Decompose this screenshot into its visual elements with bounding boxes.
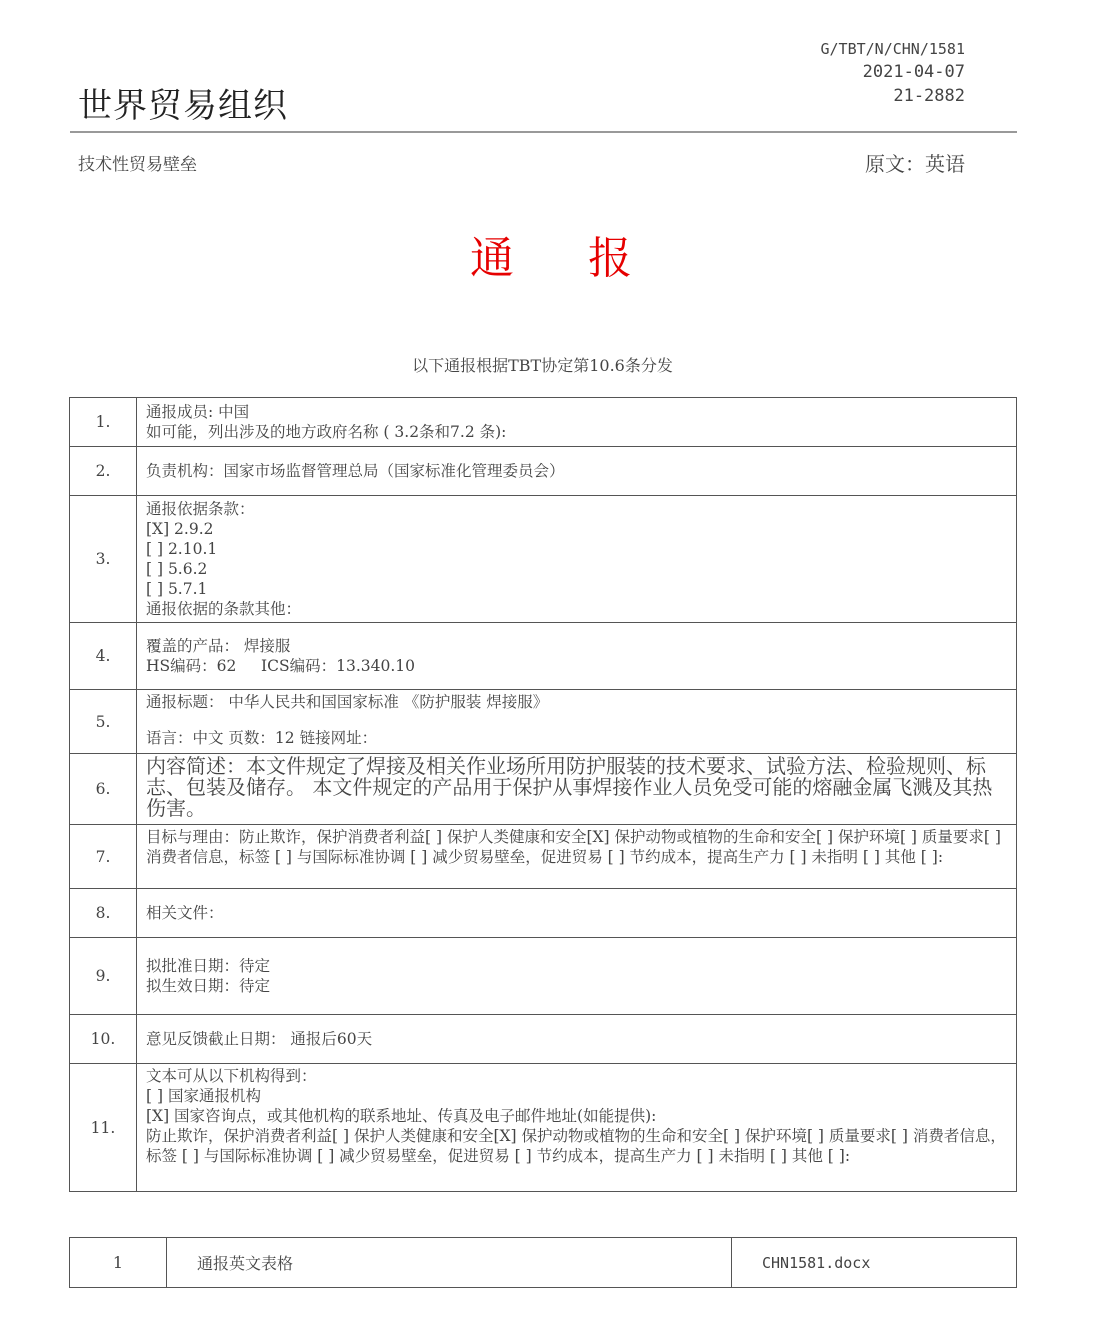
table-row xyxy=(70,447,1017,496)
row-line: 相关文件： xyxy=(146,904,224,922)
row-number: 1. xyxy=(70,398,137,447)
table-row xyxy=(70,1015,1017,1064)
row-content xyxy=(137,825,1017,889)
row-line: 通报依据条款： xyxy=(146,500,255,518)
attachment-row xyxy=(70,1238,1017,1288)
original-language: 原文：英语 xyxy=(865,152,965,176)
row-line: 语言：中文 页数：12 链接网址： xyxy=(146,729,378,747)
notification-table xyxy=(69,397,1017,1192)
row-number: 8. xyxy=(70,889,137,938)
row-line: 内容简述：本文件规定了焊接及相关作业场所用防护服装的技术要求、试验方法、检验规则、标志、包装及储存。 本文件规定的产品用于保护从事焊接作业人员免受可能的熔融金属飞溅及其热伤害。 xyxy=(146,754,993,820)
row-content xyxy=(137,496,1017,623)
row-line: [ ] 2.10.1 xyxy=(146,540,218,558)
organization-title: 世界贸易组织 xyxy=(78,86,288,126)
table-row xyxy=(70,754,1017,825)
row-number: 4. xyxy=(70,623,137,690)
row-line: HS编码：62 ICS编码：13.340.10 xyxy=(146,657,415,675)
row-line: 意见反馈截止日期： 通报后60天 xyxy=(146,1030,373,1048)
row-line: 防止欺诈，保护消费者利益[ ] 保护人类健康和安全[X] 保护动物或植物的生命和安全[ ] 保护环境[ ] 质量要求[ ] 消费者信息，标签 [ ] 与国际标准协调 [ ] 减少贸易壁垒，促进贸易 [ ] 节约成本，提高生产力 [ ] 未指明 [ ] 其他 [ ]: xyxy=(146,1127,1006,1165)
row-content xyxy=(137,690,1017,754)
row-number: 3. xyxy=(70,496,137,623)
row-content xyxy=(137,1015,1017,1064)
attachment-name: 通报英文表格 xyxy=(167,1238,732,1288)
table-row xyxy=(70,398,1017,447)
row-line: 负责机构：国家市场监督管理总局（国家标准化管理委员会） xyxy=(146,462,565,480)
row-content xyxy=(137,447,1017,496)
document-symbol: G/TBT/N/CHN/1581 xyxy=(820,40,965,58)
row-number: 6. xyxy=(70,754,137,825)
row-number: 11. xyxy=(70,1064,137,1192)
row-content xyxy=(137,398,1017,447)
row-line: 覆盖的产品： 焊接服 xyxy=(146,637,291,655)
row-line: 文本可从以下机构得到： xyxy=(146,1067,317,1085)
table-row xyxy=(70,1064,1017,1192)
attachment-number: 1 xyxy=(70,1238,167,1288)
document-number: 21-2882 xyxy=(893,86,965,106)
row-line: [ ] 5.6.2 xyxy=(146,560,208,578)
table-row xyxy=(70,623,1017,690)
table-row xyxy=(70,496,1017,623)
row-content xyxy=(137,889,1017,938)
row-line: 通报依据的条款其他： xyxy=(146,600,302,618)
row-line: [X] 2.9.2 xyxy=(146,520,214,538)
document-date: 2021-04-07 xyxy=(862,62,965,82)
row-line: [ ] 5.7.1 xyxy=(146,580,208,598)
row-line: 如可能，列出涉及的地方政府名称 ( 3.2条和7.2 条): xyxy=(146,423,507,441)
committee-subtitle: 技术性贸易壁垒 xyxy=(78,155,197,175)
row-number: 2. xyxy=(70,447,137,496)
row-line: [X] 国家咨询点，或其他机构的联系地址、传真及电子邮件地址(如能提供): xyxy=(146,1107,657,1125)
row-content xyxy=(137,754,1017,825)
row-line: 通报成员: 中国 xyxy=(146,403,250,421)
attachment-file-link[interactable]: CHN1581.docx xyxy=(732,1238,1017,1288)
row-content xyxy=(137,623,1017,690)
row-content xyxy=(137,1064,1017,1192)
row-number: 5. xyxy=(70,690,137,754)
header-divider xyxy=(70,131,1017,133)
row-line: 拟批准日期：待定 xyxy=(146,957,271,975)
row-line: [ ] 国家通报机构 xyxy=(146,1087,261,1105)
row-line: 通报标题： 中华人民共和国国家标准 《防护服装 焊接服》 xyxy=(146,693,549,711)
row-number: 7. xyxy=(70,825,137,889)
row-line: 拟生效日期：待定 xyxy=(146,977,271,995)
table-row xyxy=(70,889,1017,938)
attachment-table xyxy=(69,1237,1017,1288)
row-number: 10. xyxy=(70,1015,137,1064)
distribution-note: 以下通报根据TBT协定第10.6条分发 xyxy=(412,356,673,375)
table-row xyxy=(70,938,1017,1015)
table-row xyxy=(70,690,1017,754)
row-number: 9. xyxy=(70,938,137,1015)
row-line: 目标与理由：防止欺诈，保护消费者利益[ ] 保护人类健康和安全[X] 保护动物或植物的生命和安全[ ] 保护环境[ ] 质量要求[ ] 消费者信息，标签 [ ] 与国际标准协调 [ ] 减少贸易壁垒，促进贸易 [ ] 节约成本，提高生产力 [ ] 未指明 [ ] 其他 [ ]: xyxy=(146,828,1001,866)
row-content xyxy=(137,938,1017,1015)
table-row xyxy=(70,825,1017,889)
notification-title: 通报 xyxy=(470,233,706,284)
